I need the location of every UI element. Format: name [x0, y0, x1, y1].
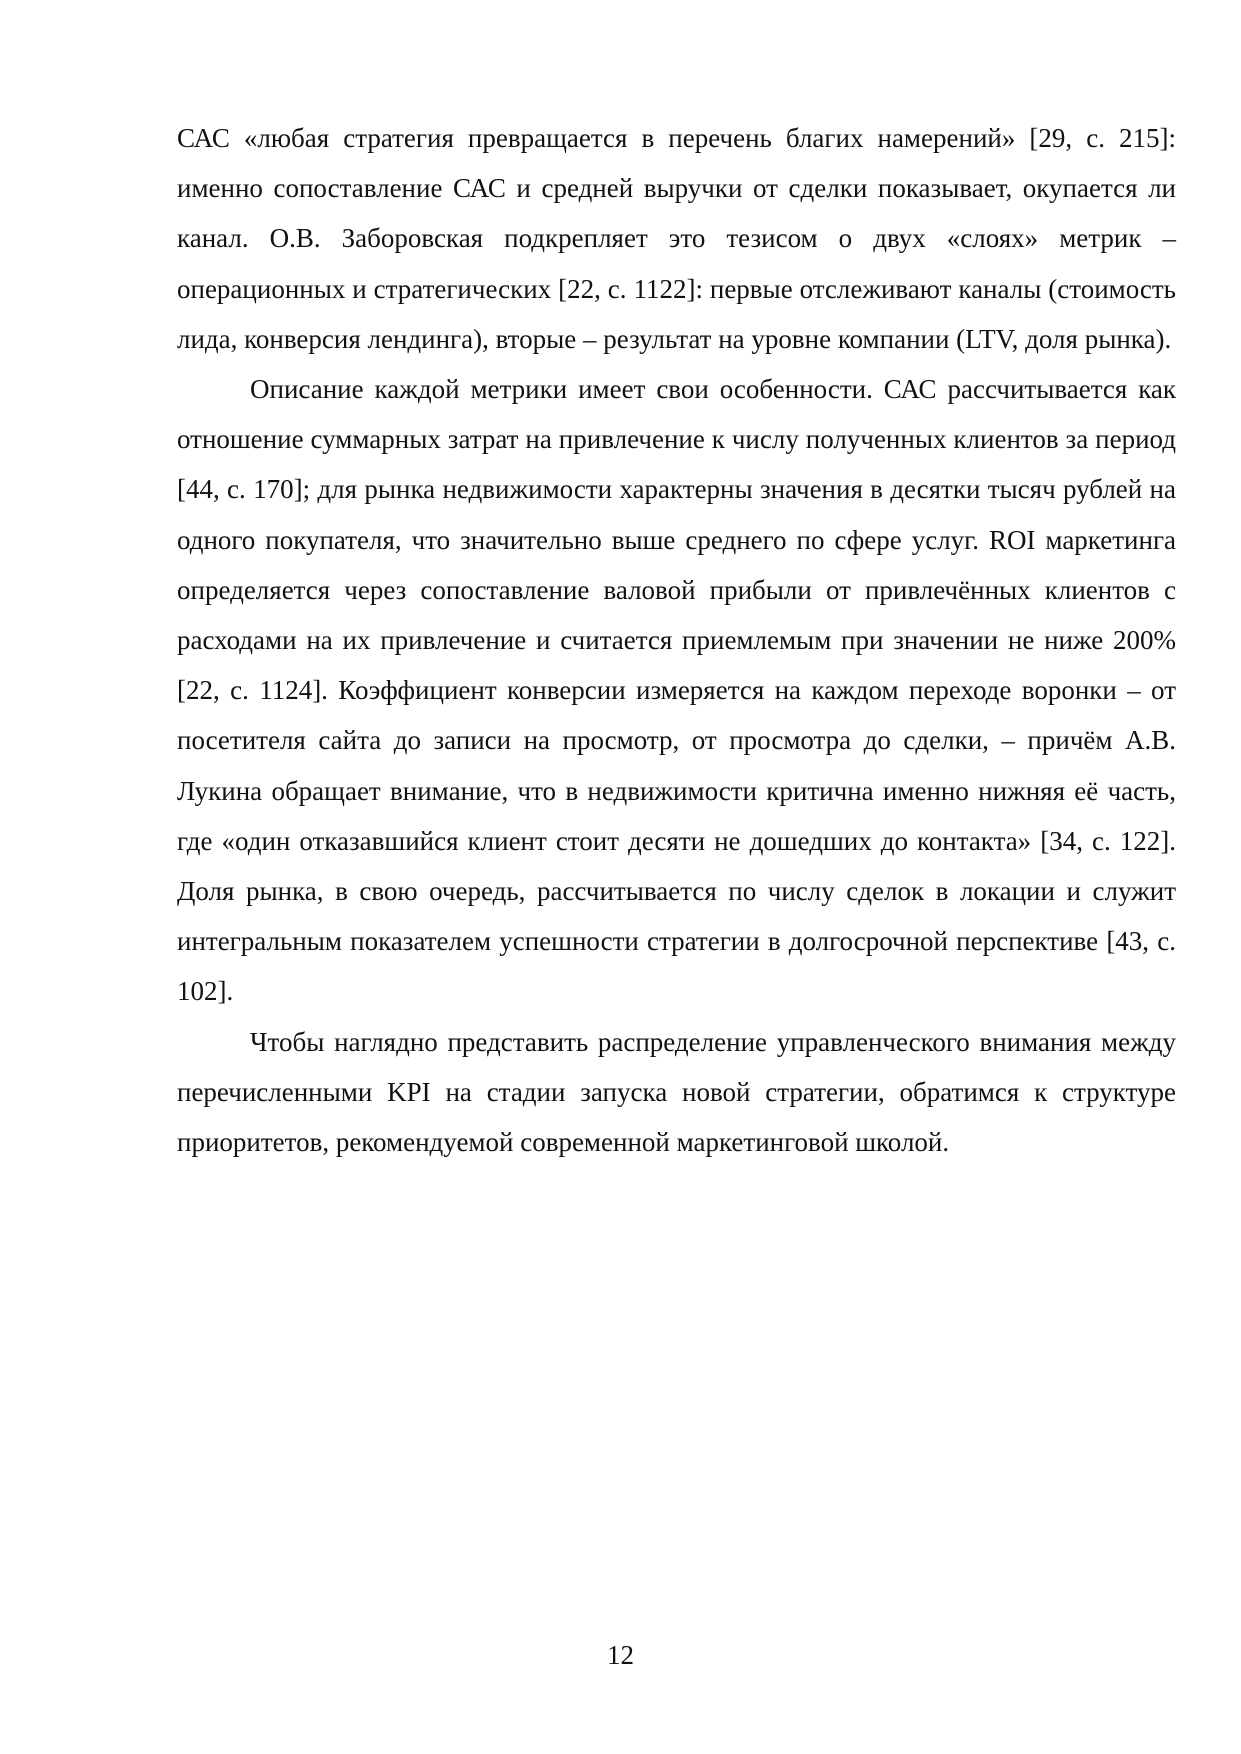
paragraph-kpi-priorities: Чтобы наглядно представить распределение управленческого внимания между перечисленными KPI на стадии запуска новой стратегии, обратимся к структуре приоритетов, рекомендуемой современной маркетинговой школой. [177, 1026, 1176, 1158]
page-number: 12 [607, 1640, 634, 1670]
paragraph-metrics-description: Описание каждой метрики имеет свои особенности. САС рассчитывается как отношение суммарных затрат на привлечение к числу полученных клиентов за период [44, с. 170]; для рынка недвижимости характерны значения в десятки тысяч рублей на одного покупателя, что значительно выше среднего по сфере услуг. ROI маркетинга определяется через сопоставление валовой прибыли от привлечённых клиентов с расходами на их привлечение и считается приемлемым при значении не ниже 200% [22, с. 1124]. Коэффициент конверсии измеряется на каждом переходе воронки – от посетителя сайта до записи на просмотр, от просмотра до сделки, – причём А.В. Лукина обращает внимание, что в недвижимости критична именно нижняя её часть, где «один отказавшийся клиент стоит десяти не дошедших до контакта» [34, с. 122]. Доля рынка, в свою очередь, рассчитывается по числу сделок в локации и служит интегральным показателем успешности стратегии в долгосрочной перспективе [43, с. 102]. [177, 374, 1176, 1007]
paragraph-continuation: САС «любая стратегия превращается в перечень благих намерений» [29, с. 215]: именно сопоставление САС и средней выручки от сделки показывает, окупается ли канал. О.В. Заборовская подкрепляет это тезисом о двух «слоях» метрик – операционных и стратегических [22, с. 1122]: первые отслеживают каналы (стоимость лида, конверсия лендинга), вторые – результат на уровне компании (LTV, доля рынка). [177, 123, 1176, 354]
body-text [177, 113, 1176, 1167]
